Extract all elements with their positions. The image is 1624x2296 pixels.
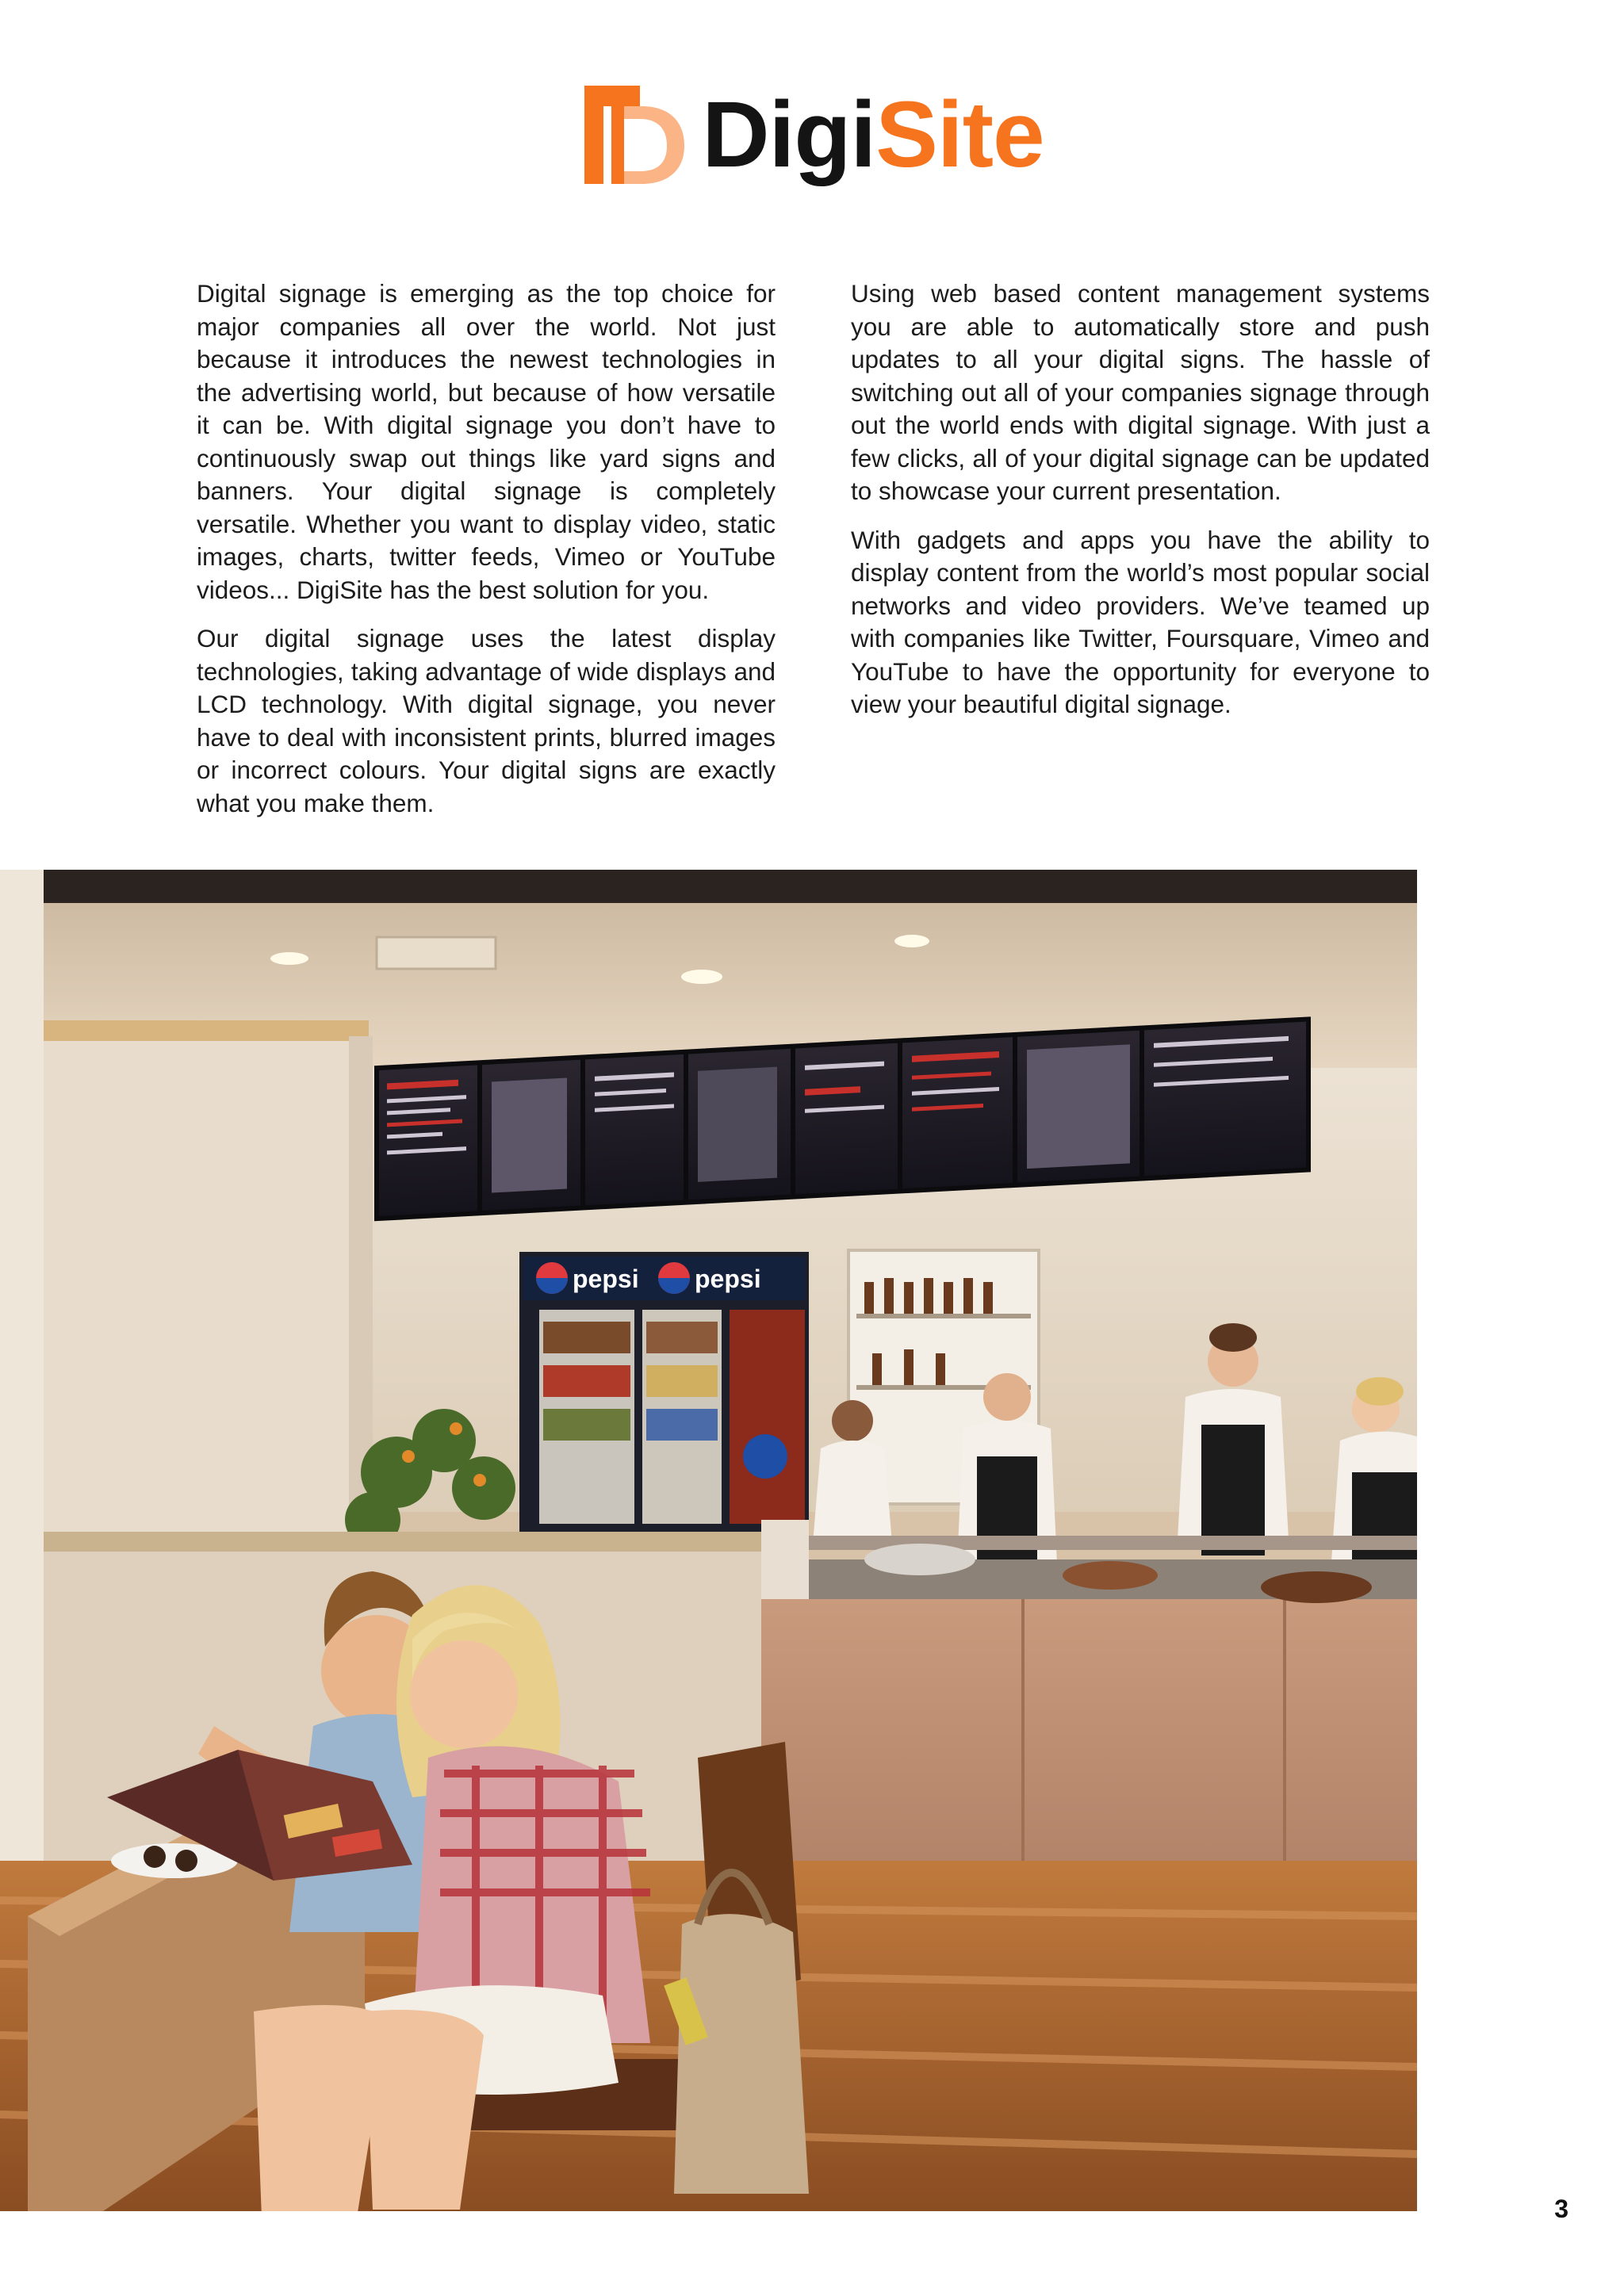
paragraph: Using web based content management systems you are able to automatically store and push updates to all your digital signs. The hassle of switching out all of your companies signage through out the world ends with digital signage. With just a few clicks, all of your digital signage can be updated to showcase your current presentation. [851, 279, 1430, 505]
text-column-right [851, 277, 1430, 737]
digisite-logo [0, 79, 1624, 190]
fridge-brand-text: pepsi [573, 1265, 639, 1293]
restaurant-photo [0, 870, 1417, 2211]
paragraph: With gadgets and apps you have the ability to display content from the world’s most popular social networks and video providers. We’ve teamed up with companies like Twitter, Foursquare, Vimeo and YouTube to have the opportunity for everyone to view your beautiful digital signage. [851, 525, 1430, 718]
paragraph: Our digital signage uses the latest display technologies, taking advantage of wide displays and LCD technology. With digital signage, you never have to deal with inconsistent prints, blurred images or incorrect colours. Your digital signs are exactly what you make them. [197, 624, 776, 817]
paragraph: Digital signage is emerging as the top choice for major companies all over the world. Not just because it introduces the newest technologies in the advertising world, but because of how versatile it can be. With digital signage you don’t have to continuously swap out things like yard signs and banners. Your digital signage is completely versatile. Whether you want to display video, static images, charts, twitter feeds, Vimeo or YouTube videos... DigiSite has the best solution for you. [197, 279, 776, 604]
brand-name-digi: Digi [702, 82, 876, 187]
brand-name [702, 82, 1044, 187]
pepsi-fridge [519, 1252, 809, 1537]
page-number: 3 [1554, 2195, 1568, 2223]
fridge-brand-text: pepsi [695, 1265, 761, 1293]
digisite-d-logo-icon [580, 79, 691, 190]
restaurant-scene-illustration [0, 870, 1417, 2211]
brand-name-site: Site [875, 82, 1044, 187]
text-column-left [197, 277, 776, 836]
